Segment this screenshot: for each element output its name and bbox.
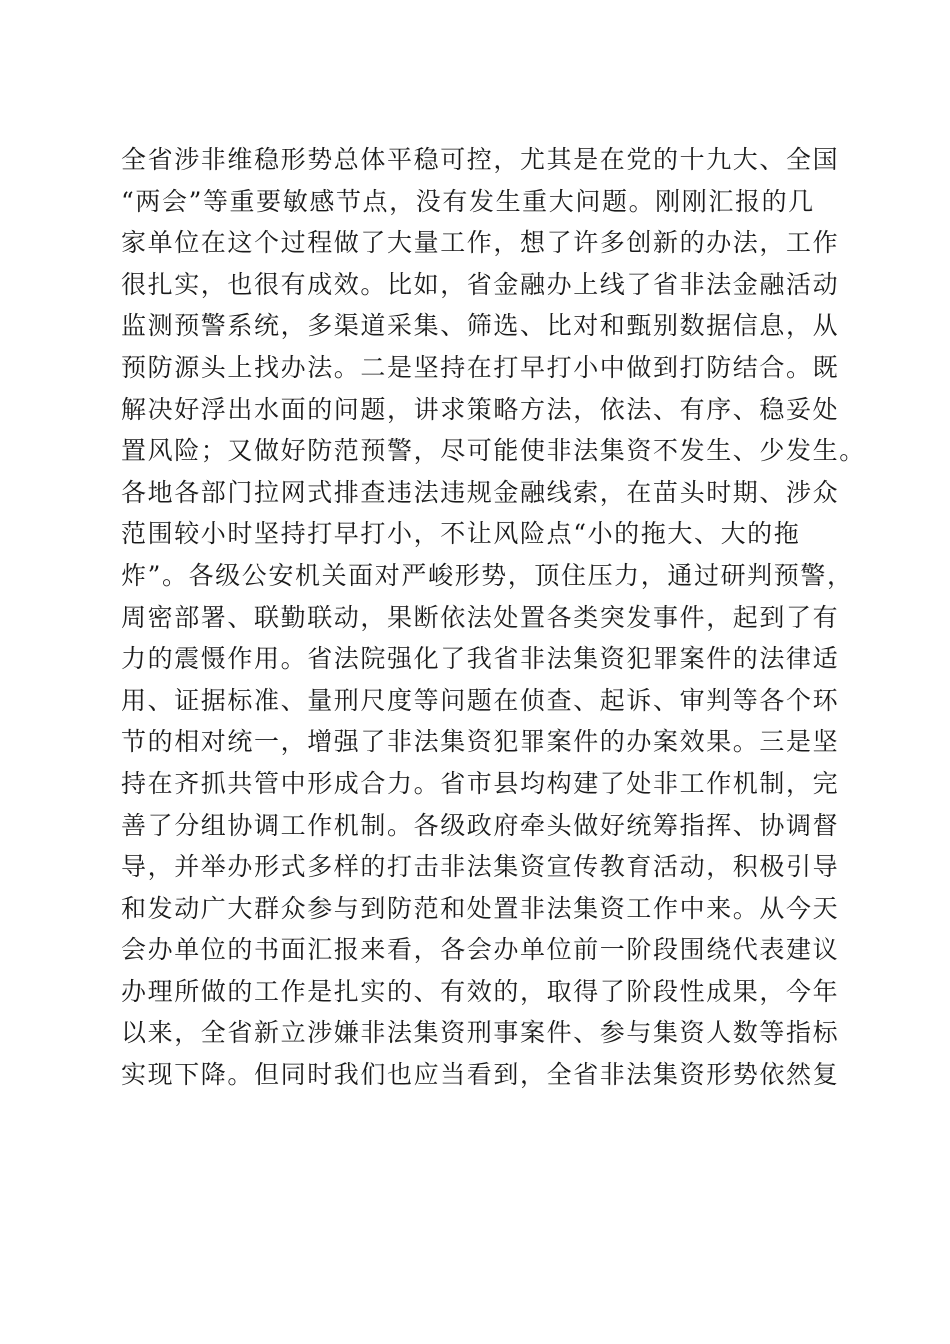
- text-line: 用、证据标准、量刑尺度等问题在侦查、起诉、审判等各个环: [121, 685, 840, 715]
- text-line: 导，并举办形式多样的打击非法集资宣传教育活动，积极引导: [121, 852, 840, 882]
- text-line: 实现下降。但同时我们也应当看到，全省非法集资形势依然复: [121, 1060, 840, 1090]
- text-line: “两会”等重要敏感节点，没有发生重大问题。刚刚汇报的几: [121, 186, 815, 216]
- text-line: 节的相对统一，增强了非法集资犯罪案件的办案效果。三是坚: [121, 727, 840, 757]
- text-line: 办理所做的工作是扎实的、有效的，取得了阶段性成果，今年: [121, 976, 840, 1006]
- text-line: 监测预警系统，多渠道采集、筛选、比对和甄别数据信息，从: [121, 311, 840, 341]
- text-line: 炸”。各级公安机关面对严峻形势，顶住压力，通过研判预警，: [121, 560, 854, 590]
- text-line: 各地各部门拉网式排查违法违规金融线索，在苗头时期、涉众: [121, 477, 840, 507]
- text-line: 范围较小时坚持打早打小，不让风险点“小的拖大、大的拖: [121, 519, 801, 549]
- text-line: 置风险；又做好防范预警，尽可能使非法集资不发生、少发生。: [121, 436, 866, 466]
- body-text: [121, 139, 866, 1096]
- text-line: 周密部署、联勤联动，果断依法处置各类突发事件，起到了有: [121, 602, 840, 632]
- text-line: 会办单位的书面汇报来看，各会办单位前一阶段围绕代表建议: [121, 935, 840, 965]
- text-line: 解决好浮出水面的问题，讲求策略方法，依法、有序、稳妥处: [121, 394, 840, 424]
- text-line: 家单位在这个过程做了大量工作，想了许多创新的办法，工作: [121, 228, 840, 258]
- text-line: 预防源头上找办法。二是坚持在打早打小中做到打防结合。既: [121, 352, 840, 382]
- text-line: 很扎实，也很有成效。比如，省金融办上线了省非法金融活动: [121, 269, 840, 299]
- text-line: 善了分组协调工作机制。各级政府牵头做好统筹指挥、协调督: [121, 810, 840, 840]
- text-line: 力的震慑作用。省法院强化了我省非法集资犯罪案件的法律适: [121, 644, 840, 674]
- text-line: 以来，全省新立涉嫌非法集资刑事案件、参与集资人数等指标: [121, 1018, 840, 1048]
- text-line: 持在齐抓共管中形成合力。省市县均构建了处非工作机制，完: [121, 768, 840, 798]
- text-line: 和发动广大群众参与到防范和处置非法集资工作中来。从今天: [121, 893, 840, 923]
- text-line: 全省涉非维稳形势总体平稳可控，尤其是在党的十九大、全国: [121, 145, 840, 174]
